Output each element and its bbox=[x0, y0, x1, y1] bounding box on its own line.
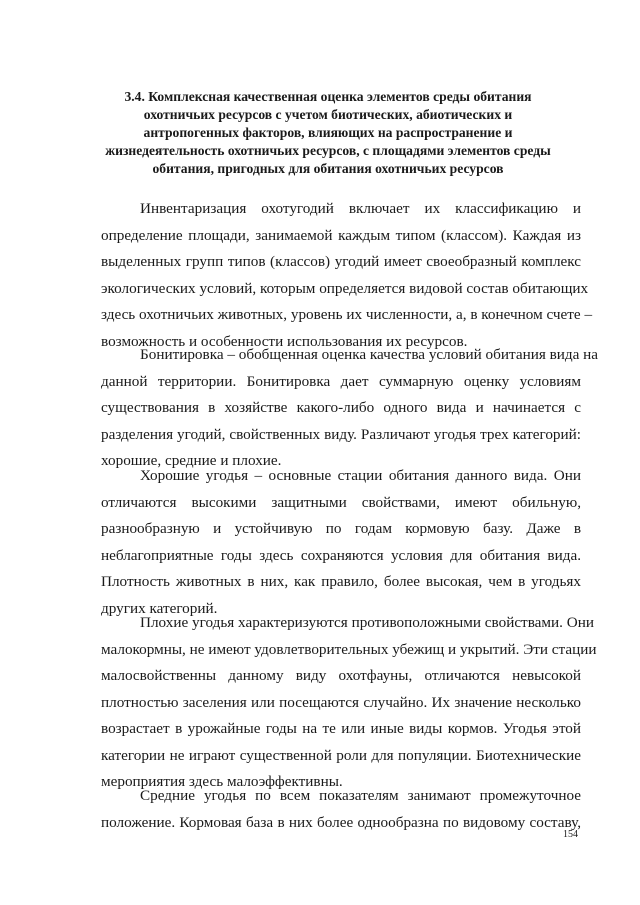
paragraph-inventory bbox=[101, 196, 593, 355]
heading-line: охотничьих ресурсов с учетом биотических, абиотических и bbox=[143, 107, 513, 122]
paragraph-poor-lands bbox=[101, 610, 597, 796]
text-line: Плотность животных в них, как правило, более высокая, чем в угодьях bbox=[101, 573, 581, 590]
text-line: категории не играют существенной роли для популяции. Биотехнические bbox=[101, 746, 581, 764]
heading-line: обитания, пригодных для обитания охотничьих ресурсов bbox=[152, 161, 504, 176]
text-line: малокормны, не имеют удовлетворительных убежищ и укрытий. Эти стации bbox=[101, 640, 597, 658]
text-line: существования в хозяйстве какого-либо одного вида и начинается с bbox=[101, 399, 581, 416]
text-line: определение площади, занимаемой каждым типом (классом). Каждая из bbox=[101, 226, 581, 244]
heading-line: жизнедеятельность охотничьих ресурсов, с площадями элементов среды bbox=[105, 143, 551, 158]
text-line: Средние угодья по всем показателям занимают промежуточное bbox=[140, 787, 581, 804]
section-heading bbox=[98, 88, 558, 178]
text-line: других категорий. bbox=[101, 599, 218, 617]
text-line: отличаются высокими защитными свойствами, имеют обильную, bbox=[101, 493, 581, 511]
text-line: Хорошие угодья – основные стации обитания данного вида. Они bbox=[140, 467, 581, 484]
text-line: неблагоприятные годы здесь сохраняются условия для обитания вида. bbox=[101, 546, 581, 564]
text-line: экологических условий, которым определяется видовой состав обитающих bbox=[101, 279, 589, 297]
text-line: возможность и особенности использования их ресурсов. bbox=[101, 332, 468, 350]
page-number: 154 bbox=[563, 829, 578, 840]
paragraph-good-lands bbox=[101, 463, 581, 622]
text-line: здесь охотничьих животных, уровень их численности, а, в конечном счете – bbox=[101, 306, 593, 323]
text-line: данной территории. Бонитировка дает суммарную оценку условиям bbox=[101, 372, 581, 390]
text-line: Плохие угодья характеризуются противоположными свойствами. Они bbox=[140, 614, 594, 631]
text-line: возрастает в урожайные годы на те или иные виды кормов. Угодья этой bbox=[101, 720, 581, 737]
text-line: Инвентаризация охотугодий включает их классификацию и bbox=[140, 200, 581, 217]
heading-line: антропогенных факторов, влияющих на распространение и bbox=[143, 125, 513, 140]
heading-line: 3.4. Комплексная качественная оценка элементов среды обитания bbox=[124, 89, 532, 104]
text-line: выделенных групп типов (классов) угодий имеет своеобразный комплекс bbox=[101, 253, 581, 270]
paragraph-medium-lands bbox=[101, 783, 581, 836]
text-line: малосвойственны данному виду охотфауны, отличаются невысокой bbox=[101, 667, 581, 684]
text-line: хорошие, средние и плохие. bbox=[101, 452, 282, 469]
text-line: положение. Кормовая база в них более однообразна по видовому составу, bbox=[101, 813, 581, 831]
text-line: плотностью заселения или посещаются случайно. Их значение несколько bbox=[101, 693, 581, 711]
text-line: разделения угодий, свойственных виду. Различают угодья трех категорий: bbox=[101, 425, 581, 443]
text-line: мероприятия здесь малоэффективны. bbox=[101, 773, 343, 790]
paragraph-bonitirovka bbox=[101, 342, 599, 475]
text-line: разнообразную и устойчивую по годам кормовую базу. Даже в bbox=[101, 520, 581, 537]
text-line: Бонитировка – обобщенная оценка качества условий обитания вида на bbox=[140, 346, 599, 363]
